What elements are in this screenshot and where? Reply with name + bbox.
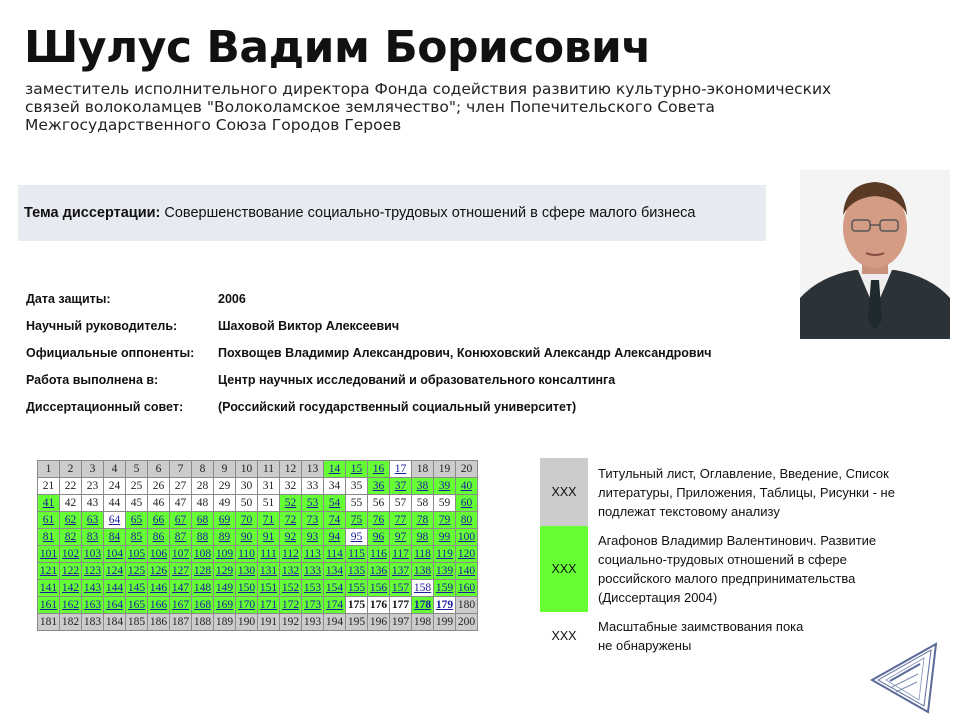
page-cell[interactable]: 80 <box>456 512 478 529</box>
page-cell[interactable]: 15 <box>346 461 368 478</box>
page-cell[interactable]: 110 <box>236 546 258 563</box>
page-cell[interactable]: 172 <box>280 597 302 614</box>
page-cell[interactable]: 173 <box>302 597 324 614</box>
page-cell: 58 <box>412 495 434 512</box>
page-cell: 200 <box>456 614 478 631</box>
page-cell[interactable]: 130 <box>236 563 258 580</box>
page-cell: 176 <box>368 597 390 614</box>
page-cell[interactable]: 103 <box>82 546 104 563</box>
page-cell[interactable]: 68 <box>192 512 214 529</box>
page-cell: 57 <box>390 495 412 512</box>
page-cell[interactable]: 160 <box>456 580 478 597</box>
page-cell[interactable]: 129 <box>214 563 236 580</box>
page-cell[interactable]: 179 <box>434 597 456 614</box>
page-cell: 186 <box>148 614 170 631</box>
page-cell[interactable]: 170 <box>236 597 258 614</box>
page-cell: 43 <box>82 495 104 512</box>
page-cell[interactable]: 83 <box>82 529 104 546</box>
page-cell: 182 <box>60 614 82 631</box>
page-cell[interactable]: 126 <box>148 563 170 580</box>
page-cell[interactable]: 62 <box>60 512 82 529</box>
page-cell[interactable]: 114 <box>324 546 346 563</box>
page-cell: 26 <box>148 478 170 495</box>
page-cell[interactable]: 37 <box>390 478 412 495</box>
page-cell[interactable]: 102 <box>60 546 82 563</box>
page-cell: 7 <box>170 461 192 478</box>
page-cell: 175 <box>346 597 368 614</box>
page-cell[interactable]: 169 <box>214 597 236 614</box>
info-label: Работа выполнена в: <box>26 372 159 387</box>
page-cell[interactable]: 165 <box>126 597 148 614</box>
page-cell: 184 <box>104 614 126 631</box>
page-cell[interactable]: 144 <box>104 580 126 597</box>
page-cell: 10 <box>236 461 258 478</box>
page-cell[interactable]: 53 <box>302 495 324 512</box>
page-cell[interactable]: 95 <box>346 529 368 546</box>
page-cell: 24 <box>104 478 126 495</box>
page-cell[interactable]: 17 <box>390 461 412 478</box>
page-cell: 3 <box>82 461 104 478</box>
page-cell[interactable]: 93 <box>302 529 324 546</box>
info-row-supervisor <box>26 312 712 339</box>
page-cell[interactable]: 77 <box>390 512 412 529</box>
page-cell: 35 <box>346 478 368 495</box>
page-cell: 42 <box>60 495 82 512</box>
page-cell[interactable]: 84 <box>104 529 126 546</box>
page-cell[interactable]: 133 <box>302 563 324 580</box>
page-cell[interactable]: 153 <box>302 580 324 597</box>
page-cell: 1 <box>38 461 60 478</box>
page-cell[interactable]: 171 <box>258 597 280 614</box>
page-cell[interactable]: 136 <box>368 563 390 580</box>
page-cell: 196 <box>368 614 390 631</box>
page-cell[interactable]: 174 <box>324 597 346 614</box>
page-cell[interactable]: 105 <box>126 546 148 563</box>
page-cell: 181 <box>38 614 60 631</box>
page-cell[interactable]: 91 <box>258 529 280 546</box>
page-cell: 34 <box>324 478 346 495</box>
page-cell: 59 <box>434 495 456 512</box>
page-cell: 185 <box>126 614 148 631</box>
page-cell[interactable]: 147 <box>170 580 192 597</box>
page-cell: 33 <box>302 478 324 495</box>
page-cell[interactable]: 66 <box>148 512 170 529</box>
page-cell[interactable]: 151 <box>258 580 280 597</box>
page-cell[interactable]: 96 <box>368 529 390 546</box>
page-cell[interactable]: 79 <box>434 512 456 529</box>
page-cell[interactable]: 89 <box>214 529 236 546</box>
page-cell[interactable]: 41 <box>38 495 60 512</box>
page-cell[interactable]: 150 <box>236 580 258 597</box>
page-cell[interactable]: 100 <box>456 529 478 546</box>
page-cell: 4 <box>104 461 126 478</box>
page-cell: 44 <box>104 495 126 512</box>
page-cell: 19 <box>434 461 456 478</box>
page-cell[interactable]: 122 <box>60 563 82 580</box>
info-table <box>26 285 712 420</box>
page-cell[interactable]: 73 <box>302 512 324 529</box>
legend-swatch-green: XXX <box>540 526 588 612</box>
legend-row-excluded <box>540 458 916 526</box>
page-cell[interactable]: 40 <box>456 478 478 495</box>
page-cell: 48 <box>192 495 214 512</box>
page-cell: 177 <box>390 597 412 614</box>
page-cell[interactable]: 72 <box>280 512 302 529</box>
page-cell: 28 <box>192 478 214 495</box>
page-cell[interactable]: 82 <box>60 529 82 546</box>
dissernet-logo <box>868 640 940 716</box>
legend-text: Масштабные заимствования пока не обнаружены <box>598 619 804 653</box>
theme-text: Совершенствование социально-трудовых отношений в сфере малого бизнеса <box>164 205 696 221</box>
page-cell: 193 <box>302 614 324 631</box>
page-cell: 187 <box>170 614 192 631</box>
page-cell[interactable]: 64 <box>104 512 126 529</box>
info-row-institution <box>26 366 712 393</box>
info-label: Дата защиты: <box>26 291 111 306</box>
page-cell: 192 <box>280 614 302 631</box>
page-cell[interactable]: 120 <box>456 546 478 563</box>
page-cell[interactable]: 125 <box>126 563 148 580</box>
page-cell[interactable]: 112 <box>280 546 302 563</box>
page-cell[interactable]: 155 <box>346 580 368 597</box>
page-cell[interactable]: 101 <box>38 546 60 563</box>
page-cell[interactable]: 38 <box>412 478 434 495</box>
page-cell: 180 <box>456 597 478 614</box>
page-cell[interactable]: 67 <box>170 512 192 529</box>
page-cell[interactable]: 14 <box>324 461 346 478</box>
page-cell: 183 <box>82 614 104 631</box>
page-cell[interactable]: 39 <box>434 478 456 495</box>
page-cell[interactable]: 16 <box>368 461 390 478</box>
page-cell[interactable]: 78 <box>412 512 434 529</box>
page-cell: 22 <box>60 478 82 495</box>
page-cell: 2 <box>60 461 82 478</box>
page-cell[interactable]: 90 <box>236 529 258 546</box>
page-cell[interactable]: 135 <box>346 563 368 580</box>
page-cell[interactable]: 71 <box>258 512 280 529</box>
page-cell: 31 <box>258 478 280 495</box>
page-cell: 194 <box>324 614 346 631</box>
page-cell: 188 <box>192 614 214 631</box>
info-label: Диссертационный совет: <box>26 399 184 414</box>
page-cell[interactable]: 149 <box>214 580 236 597</box>
page-cell[interactable]: 156 <box>368 580 390 597</box>
page-cell[interactable]: 94 <box>324 529 346 546</box>
author-photo <box>800 170 950 339</box>
page-cell[interactable]: 99 <box>434 529 456 546</box>
page-cell[interactable]: 157 <box>390 580 412 597</box>
legend-text: Титульный лист, Оглавление, Введение, Список литературы, Приложения, Таблицы, Рисунки - не подлежат текстовому анализу <box>598 465 895 519</box>
page-cell[interactable]: 145 <box>126 580 148 597</box>
page-cell[interactable]: 166 <box>148 597 170 614</box>
page-cell: 12 <box>280 461 302 478</box>
page-cell: 21 <box>38 478 60 495</box>
page-cell[interactable]: 36 <box>368 478 390 495</box>
page-cell[interactable]: 121 <box>38 563 60 580</box>
page-cell[interactable]: 88 <box>192 529 214 546</box>
page-cell: 198 <box>412 614 434 631</box>
page-cell: 51 <box>258 495 280 512</box>
legend-text: Агафонов Владимир Валентинович. Развитие социально-трудовых отношений в сфере российского малого предпринимательства (Диссертация 2004) <box>598 533 877 605</box>
page-cell[interactable]: 116 <box>368 546 390 563</box>
page-cell: 191 <box>258 614 280 631</box>
page-cell[interactable]: 75 <box>346 512 368 529</box>
dissertation-theme-box <box>18 185 766 241</box>
page-cell[interactable]: 61 <box>38 512 60 529</box>
page-cell[interactable]: 108 <box>192 546 214 563</box>
page-cell[interactable]: 54 <box>324 495 346 512</box>
page-cell: 46 <box>148 495 170 512</box>
page-cell: 13 <box>302 461 324 478</box>
page-cell[interactable]: 162 <box>60 597 82 614</box>
page-cell[interactable]: 123 <box>82 563 104 580</box>
info-row-council <box>26 393 712 420</box>
page-cell[interactable]: 159 <box>434 580 456 597</box>
page-cell: 9 <box>214 461 236 478</box>
legend-row-source <box>540 526 916 612</box>
page-cell[interactable]: 138 <box>412 563 434 580</box>
page-cell: 23 <box>82 478 104 495</box>
page-cell: 11 <box>258 461 280 478</box>
page-cell[interactable]: 106 <box>148 546 170 563</box>
info-value: Центр научных исследований и образовательного консалтинга <box>218 372 616 387</box>
page-cell[interactable]: 161 <box>38 597 60 614</box>
page-cell: 6 <box>148 461 170 478</box>
page-cell: 189 <box>214 614 236 631</box>
page-cell[interactable]: 128 <box>192 563 214 580</box>
page-cell[interactable]: 111 <box>258 546 280 563</box>
page-cell[interactable]: 109 <box>214 546 236 563</box>
page-cell[interactable]: 65 <box>126 512 148 529</box>
page-cell[interactable]: 148 <box>192 580 214 597</box>
page-cell: 32 <box>280 478 302 495</box>
page-cell[interactable]: 87 <box>170 529 192 546</box>
page-cell: 55 <box>346 495 368 512</box>
page-cell[interactable]: 158 <box>412 580 434 597</box>
page-cell[interactable]: 131 <box>258 563 280 580</box>
info-value: (Российский государственный социальный университет) <box>218 399 577 414</box>
page-cell[interactable]: 115 <box>346 546 368 563</box>
page-cell[interactable]: 143 <box>82 580 104 597</box>
page-cell: 5 <box>126 461 148 478</box>
page-cell[interactable]: 127 <box>170 563 192 580</box>
page-cell: 20 <box>456 461 478 478</box>
info-value: 2006 <box>218 291 246 306</box>
page-cell[interactable]: 141 <box>38 580 60 597</box>
page-cell[interactable]: 146 <box>148 580 170 597</box>
page-cell: 56 <box>368 495 390 512</box>
page-cell: 29 <box>214 478 236 495</box>
page-cell[interactable]: 124 <box>104 563 126 580</box>
page-cell: 197 <box>390 614 412 631</box>
page-cell: 45 <box>126 495 148 512</box>
page-cell[interactable]: 139 <box>434 563 456 580</box>
page-cell[interactable]: 132 <box>280 563 302 580</box>
theme-label: Тема диссертации: <box>24 205 161 221</box>
page-cell[interactable]: 178 <box>412 597 434 614</box>
page-cell: 25 <box>126 478 148 495</box>
page-cell[interactable]: 81 <box>38 529 60 546</box>
info-label: Научный руководитель: <box>26 318 178 333</box>
page-cell[interactable]: 63 <box>82 512 104 529</box>
page-cell: 18 <box>412 461 434 478</box>
page-cell: 30 <box>236 478 258 495</box>
author-position: заместитель исполнительного директора Фонда содействия развитию культурно-экономических связей волоколамцев "Волоколамское землячество"; член Попечительского Совета Межгосударственного Союза Городов Героев <box>25 80 832 134</box>
page-cell: 47 <box>170 495 192 512</box>
page-cell[interactable]: 76 <box>368 512 390 529</box>
legend-swatch-white: XXX <box>540 612 588 660</box>
page-grid <box>37 460 478 631</box>
page-cell[interactable]: 167 <box>170 597 192 614</box>
info-value: Похвощев Владимир Александрович, Конюховский Александр Александрович <box>218 345 712 360</box>
info-row-defense-date <box>26 285 712 312</box>
page-cell[interactable]: 98 <box>412 529 434 546</box>
page-cell: 199 <box>434 614 456 631</box>
info-row-opponents <box>26 339 712 366</box>
page-cell[interactable]: 70 <box>236 512 258 529</box>
page-cell[interactable]: 163 <box>82 597 104 614</box>
page-cell[interactable]: 119 <box>434 546 456 563</box>
page-cell[interactable]: 140 <box>456 563 478 580</box>
page-cell[interactable]: 117 <box>390 546 412 563</box>
page-cell[interactable]: 168 <box>192 597 214 614</box>
page-cell[interactable]: 164 <box>104 597 126 614</box>
page-cell: 190 <box>236 614 258 631</box>
page-cell[interactable]: 86 <box>148 529 170 546</box>
page-cell: 50 <box>236 495 258 512</box>
page-cell[interactable]: 142 <box>60 580 82 597</box>
page-cell[interactable]: 137 <box>390 563 412 580</box>
page-cell[interactable]: 60 <box>456 495 478 512</box>
page-cell[interactable]: 97 <box>390 529 412 546</box>
page-cell: 8 <box>192 461 214 478</box>
page-cell: 195 <box>346 614 368 631</box>
info-label: Официальные оппоненты: <box>26 345 195 360</box>
page-cell[interactable]: 134 <box>324 563 346 580</box>
page-cell[interactable]: 152 <box>280 580 302 597</box>
page-cell[interactable]: 74 <box>324 512 346 529</box>
legend-row-none <box>540 612 916 660</box>
page-cell[interactable]: 52 <box>280 495 302 512</box>
page-cell[interactable]: 69 <box>214 512 236 529</box>
page-cell: 27 <box>170 478 192 495</box>
page-cell[interactable]: 104 <box>104 546 126 563</box>
page-cell[interactable]: 92 <box>280 529 302 546</box>
page-cell[interactable]: 118 <box>412 546 434 563</box>
info-value: Шаховой Виктор Алексеевич <box>218 318 400 333</box>
legend <box>540 458 916 660</box>
page-cell[interactable]: 85 <box>126 529 148 546</box>
page-cell[interactable]: 107 <box>170 546 192 563</box>
author-name: Шулус Вадим Борисович <box>24 22 652 73</box>
page-cell: 49 <box>214 495 236 512</box>
legend-swatch-gray: XXX <box>540 458 588 526</box>
page-cell[interactable]: 113 <box>302 546 324 563</box>
page-cell[interactable]: 154 <box>324 580 346 597</box>
